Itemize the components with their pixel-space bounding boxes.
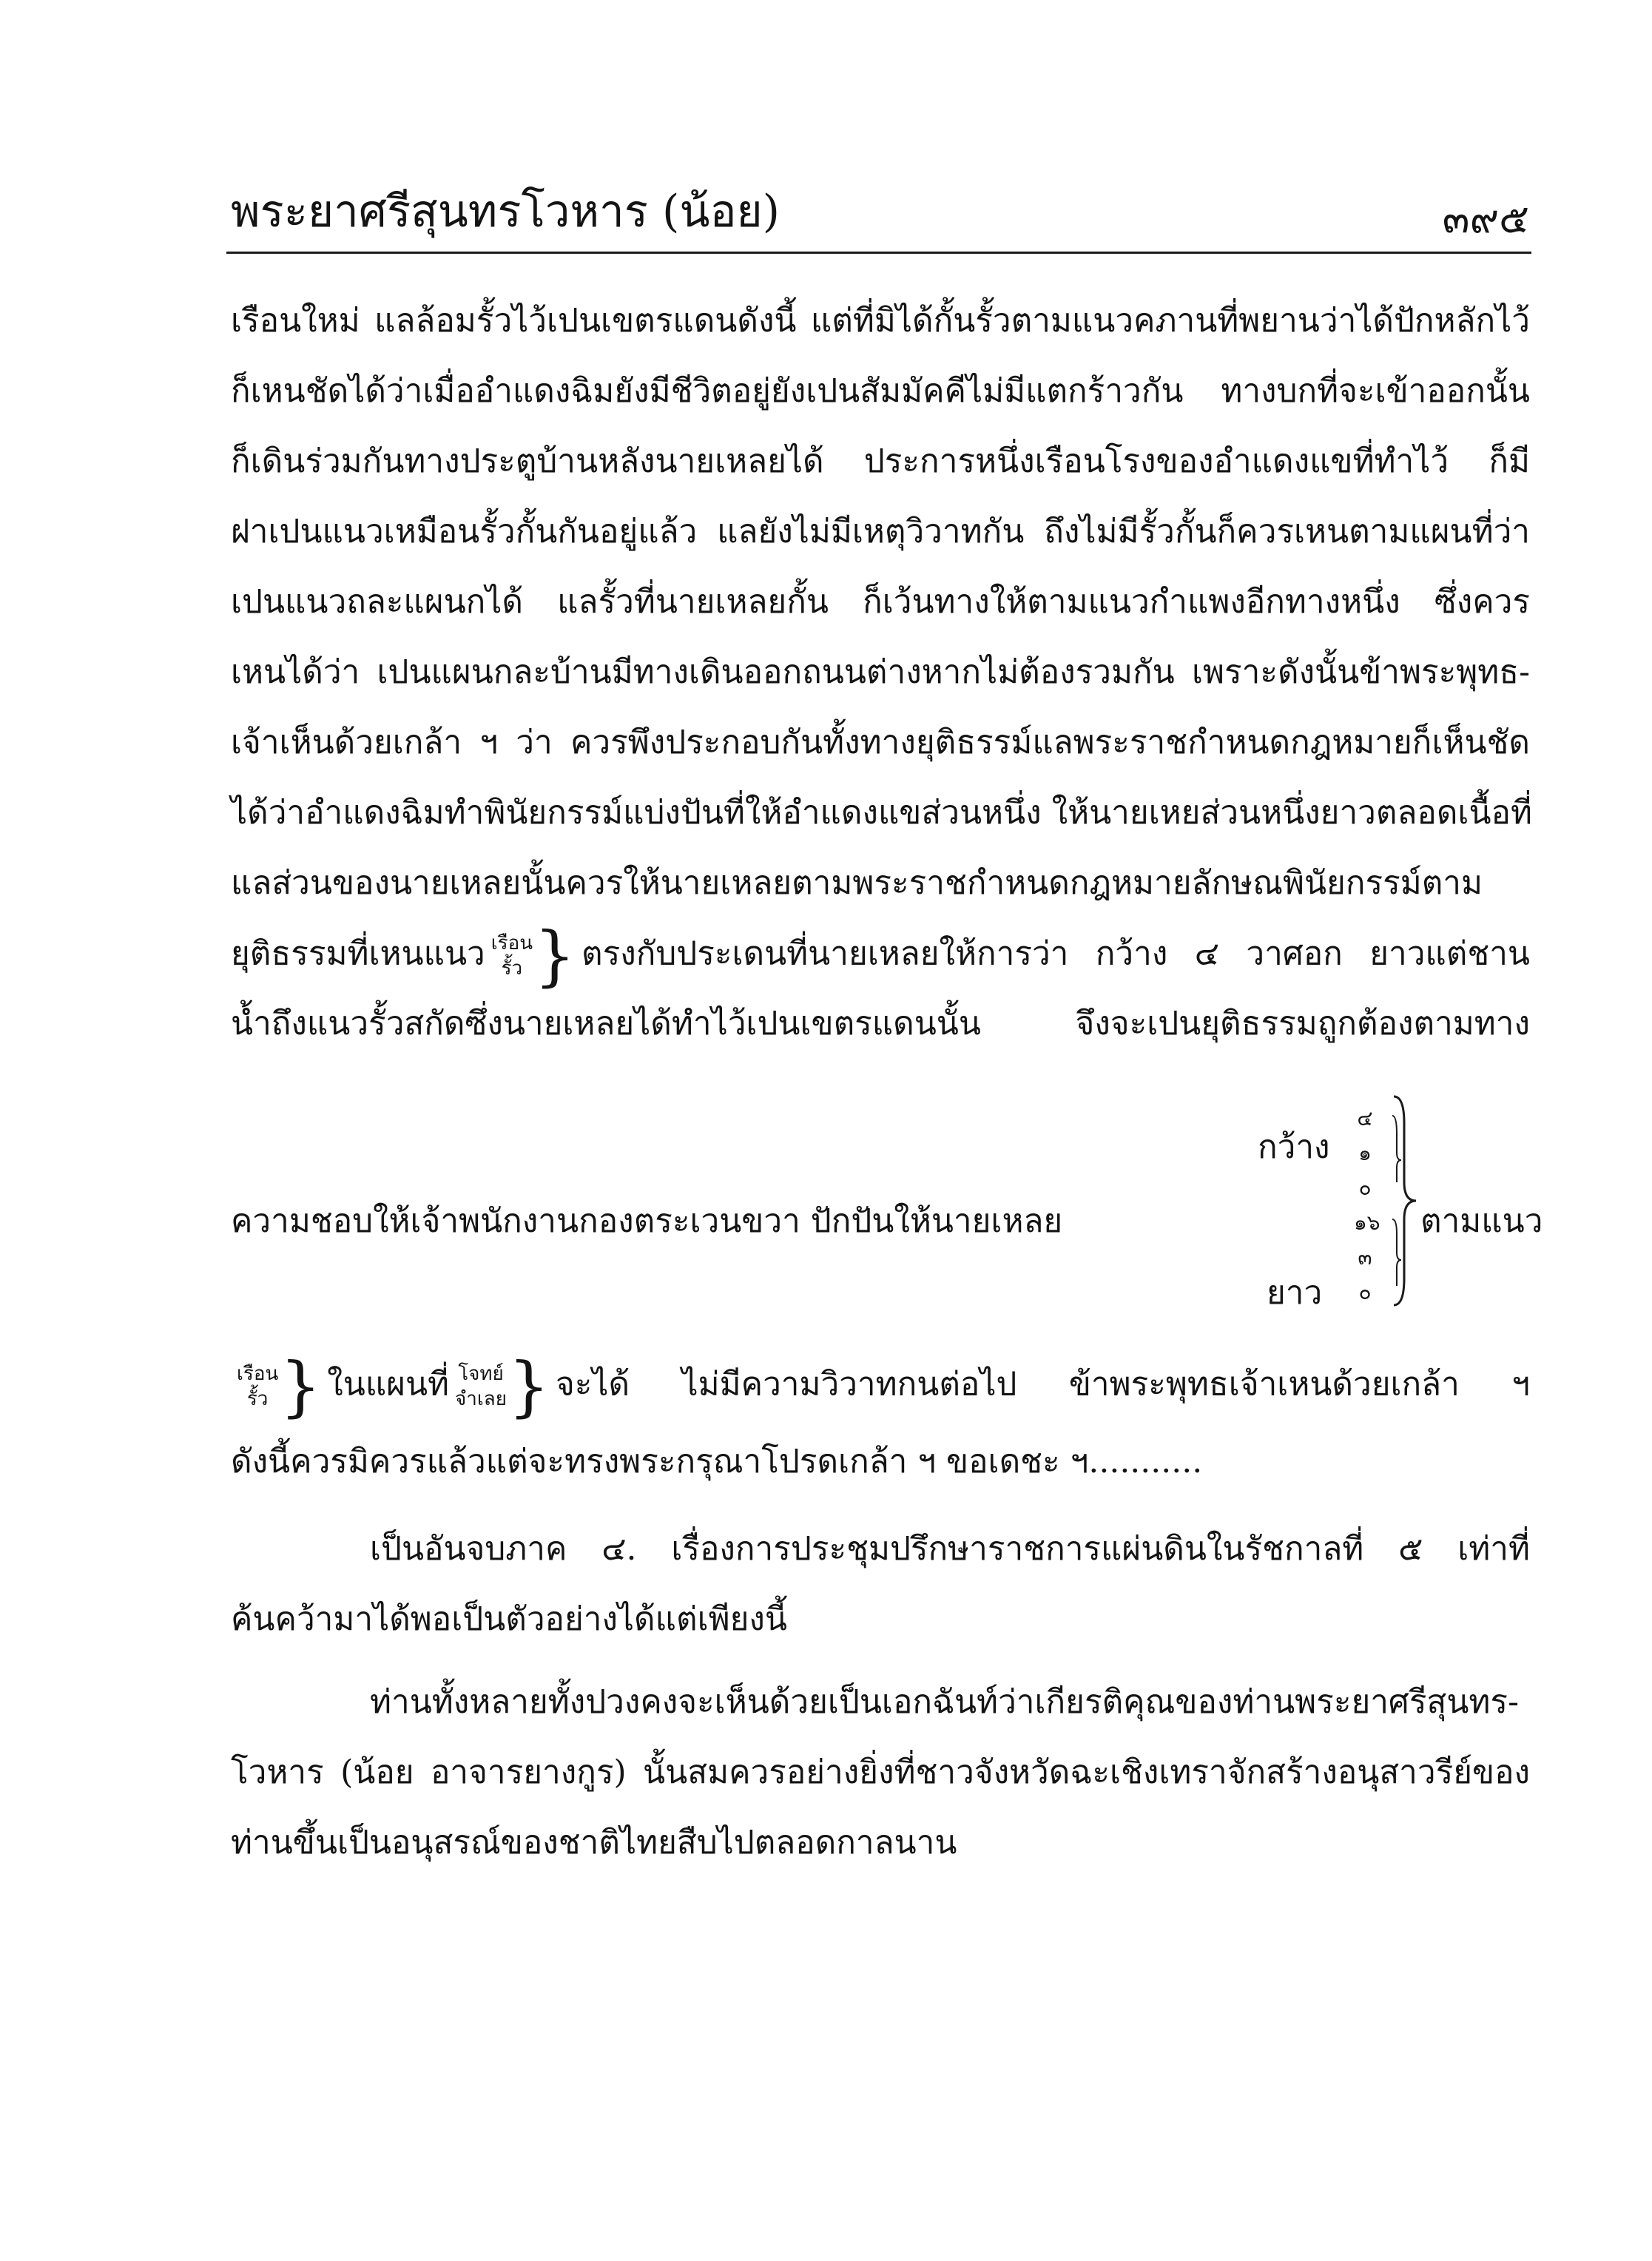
body-text: จะได้ ไม่มีความวิวาทกนต่อไป ข้าพระพุทธเจ้าเหนด้วยเกล้า ฯ	[555, 1365, 1530, 1404]
body-line-with-stacks	[231, 1348, 1530, 1424]
stacked-alternatives	[490, 917, 576, 994]
width-digit: ๐	[1358, 1176, 1372, 1200]
stacked-parties	[455, 1348, 550, 1424]
body-line: เรือนใหม่ แลล้อมรั้วไว้เปนเขตรแดนดังนี้ แต่ที่มิได้กั้นรั้วตามแนวคภานที่พยานว่าได้ปักหลักไว้	[231, 302, 1530, 340]
paragraph-2-line: ค้นคว้ามาได้พอเป็นตัวอย่างได้แต่เพียงนี้	[231, 1600, 787, 1638]
body-line: เปนแนวถละแผนกได้ แลรั้วที่นายเหลยกั้น ก็เว้นทางให้ตามแนวกำแพงอีกทางหนึ่ง ซึ่งควร	[231, 583, 1530, 621]
stacked-alternatives	[237, 1348, 322, 1424]
body-text: ตรงกับประเดนที่นายเหลยให้การว่า กว้าง ๔ วาศอก ยาวแต่ชาน	[581, 934, 1530, 973]
page-number: ๓๙๕	[1442, 195, 1529, 242]
body-text: ในแผนที่	[327, 1365, 450, 1404]
paragraph-3-line: ท่านขึ้นเป็นอนุสรณ์ของชาติไทยสืบไปตลอดกาลนาน	[231, 1824, 957, 1861]
stack-item-plaintiff: โจทย์	[458, 1363, 504, 1385]
stack-item-fence: รั้ว	[246, 1388, 269, 1410]
stack-item-defendant: จำเลย	[455, 1388, 507, 1410]
measurement-digits	[1354, 1101, 1380, 1310]
stack-item-fence: รั้ว	[501, 957, 523, 980]
body-line: ความชอบให้เจ้าพนักงานกองตระเวนขวา ปักปันให้นายเหลย	[231, 1202, 1063, 1240]
header-rule	[226, 252, 1531, 254]
width-digit: ๑	[1358, 1141, 1372, 1165]
measurement-brace	[1391, 1094, 1420, 1308]
width-digit: ๔	[1357, 1106, 1373, 1130]
body-line: เจ้าเห็นด้วยเกล้า ฯ ว่า ควรพึงประกอบกันทั้งทางยุติธรรม์แลพระราชกำหนดกฎหมายก็เห็นชัด	[231, 724, 1530, 761]
brace-mark: }	[280, 1348, 322, 1424]
body-line-with-stack	[231, 917, 1530, 994]
brace-mark: }	[508, 1348, 550, 1424]
body-line: ได้ว่าอำแดงฉิมทำพินัยกรรม์แบ่งปันที่ให้อำแดงแขส่วนหนึ่ง ให้นายเหยส่วนหนึ่งยาวตลอดเนื้อที่	[231, 794, 1532, 832]
body-line: แลส่วนของนายเหลยนั้นควรให้นายเหลยตามพระราชกำหนดกฎหมายลักษณพินัยกรรม์ตาม	[231, 864, 1483, 902]
body-line: ก็เหนชัดได้ว่าเมื่ออำแดงฉิมยังมีชีวิตอยู่ยังเปนสัมมัคคีไม่มีแตกร้าวกัน ทางบกที่จะเข้าออกนั้น	[231, 372, 1530, 410]
length-digit: ๐	[1358, 1280, 1372, 1304]
length-label: ยาว	[1267, 1274, 1323, 1312]
body-line: ฝาเปนแนวเหมือนรั้วกั้นกันอยู่แล้ว แลยังไม่มีเหตุวิวาทกัน ถึงไม่มีรั้วกั้นก็ควรเหนตามแผนที่ว่า	[231, 513, 1530, 550]
brace-mark: }	[534, 917, 576, 994]
body-line: ดังนี้ควรมิควรแล้วแต่จะทรงพระกรุณาโปรดเกล้า ฯ ขอเดชะ ฯ...........	[231, 1443, 1203, 1480]
width-label: กว้าง	[1258, 1128, 1330, 1166]
paragraph-2-line: เป็นอันจบภาค ๔. เรื่องการประชุมปรึกษาราชการแผ่นดินในรัชกาลที่ ๕ เท่าที่	[370, 1530, 1530, 1568]
stack-item-house: เรือน	[490, 932, 533, 954]
along-label: ตามแนว	[1420, 1202, 1543, 1240]
body-line: น้ำถึงแนวรั้วสกัดซึ่งนายเหลยได้ทำไว้เปนเขตรแดนนั้น จึงจะเปนยุติธรรมถูกต้องตามทาง	[231, 1005, 1530, 1042]
paragraph-3-line: ท่านทั้งหลายทั้งปวงคงจะเห็นด้วยเป็นเอกฉันท์ว่าเกียรติคุณของท่านพระยาศรีสุนทร-	[370, 1683, 1519, 1721]
running-header-title: พระยาศรีสุนทรโวหาร (น้อย)	[231, 186, 781, 237]
length-digit: ๑๖	[1354, 1210, 1380, 1235]
stack-item-house: เรือน	[237, 1363, 279, 1385]
length-digit: ๓	[1358, 1245, 1372, 1270]
body-line: เหนได้ว่า เปนแผนกละบ้านมีทางเดินออกถนนต่างหากไม่ต้องรวมกัน เพราะดังนั้นข้าพระพุทธ-	[231, 653, 1530, 691]
paragraph-3-line: โวหาร (น้อย อาจารยางกูร) นั้นสมควรอย่างยิ่งที่ชาวจังหวัดฉะเชิงเทราจักสร้างอนุสาวรีย์ของ	[231, 1753, 1530, 1791]
body-text: ยุติธรรมที่เหนแนว	[231, 934, 485, 973]
body-line: ก็เดินร่วมกันทางประตูบ้านหลังนายเหลยได้ ประการหนึ่งเรือนโรงของอำแดงแขที่ทำไว้ ก็มี	[231, 442, 1530, 480]
